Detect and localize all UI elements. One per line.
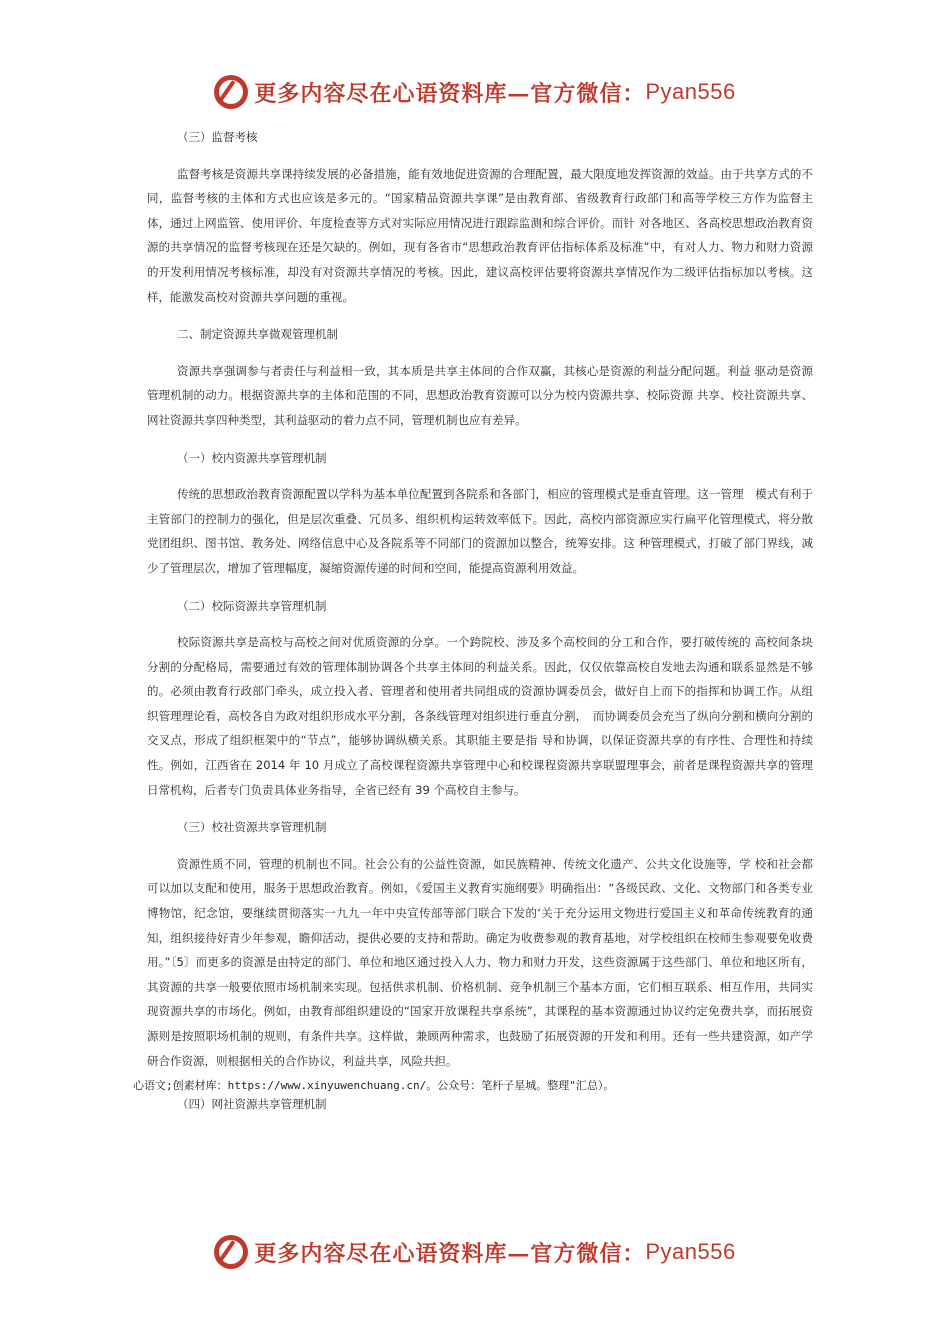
- banner-wechat-id: Pyan556: [645, 1239, 736, 1264]
- banner-wechat-id: Pyan556: [645, 79, 736, 104]
- section-heading: （二）校际资源共享管理机制: [177, 598, 327, 613]
- section-heading: （三）监督考核: [177, 130, 258, 144]
- watermark-banner-bottom: [0, 1230, 950, 1274]
- section-heading: （一）校内资源共享管理机制: [177, 450, 327, 465]
- document-body: [133, 125, 813, 1113]
- paragraph: 监督考核是资源共享课持续发展的必备措施，能有效地促进资源的合理配置，最大限度地发挥资源的效益。由于共享方式的不同，监督考核的主体和方式也应该是多元的。“国家精品资源共享课”是由教育部、省级教育行政部门和高等学校三方作为监督主体，通过上网监管、使用评价、年度检查等方式对实际应用情况进行跟踪监测和综合评价。而针 对各地区、各高校思想政治教育资源的共享情况的监督考核现在还是欠缺的。例如，现有各省市“思想政治教育评估指标体系及标准”中，有对人力、物力和财力资源的开发利用情况考核标准，却没有对资源共享情况的考核。因此，建议高校评估要将资源共享情况作为二级评估指标加以考核。这样，能激发高校对资源共享问题的重视。: [147, 166, 813, 304]
- section-heading: 二、制定资源共享微观管理机制: [177, 327, 338, 342]
- pen-logo-icon: [214, 1235, 248, 1269]
- banner-text: 更多内容尽在心语资料库—官方微信：: [254, 1240, 646, 1267]
- paragraph: 资源共享强调参与者责任与利益相一致，其本质是共享主体间的合作双赢，其核心是资源的利益分配问题。利益 驱动是资源管理机制的动力。根据资源共享的主体和范围的不同，思想政治教育资源可以分为校内资源共享、校际资源 共享、校社资源共享、网社资源共享四种类型，其利益驱动的着力点不同，管理机制也应有差异。: [147, 363, 813, 427]
- paragraph: 校际资源共享是高校与高校之间对优质资源的分享。一个跨院校、涉及多个高校间的分工和合作，要打破传统的 高校间条块分割的分配格局，需要通过有效的管理体制协调各个共享主体间的利益关系。因此，仅仅依靠高校自发地去沟通和联系显然是不够的。必须由教育行政部门牵头，成立投入者、管理者和使用者共同组成的资源协调委员会，做好自上而下的指挥和协调工作。从组织管理理论看，高校各自为政对组织形成水平分割，各条线管理对组织进行垂直分割， 而协调委员会充当了纵向分割和横向分割的交叉点，形成了组织框架中的“节点”，能够协调纵横关系。其职能主要是指 导和协调，以保证资源共享的有序性、合理性和持续性。例如，江西省在 2014 年 10 月成立了高校课程资源共享管理中心和校课程资源共享联盟理事会，前者是课程资源共享的管理日常机构，后者专门负责具体业务指导，全省已经有 39 个高校自主参与。: [147, 635, 813, 797]
- pen-logo-icon: [214, 75, 248, 109]
- paragraph: 传统的思想政治教育资源配置以学科为基本单位配置到各院系和各部门，相应的管理模式是垂直管理。这一管理 模式有利于主管部门的控制力的强化，但是层次重叠、冗员多、组织机构运转效率低下。因此，高校内部资源应实行扁平化管理模式，将分散党团组织、图书馆、教务处、网络信息中心及各院系等不同部门的资源加以整合，统筹安排。这 种管理模式，打破了部门界线，减少了管理层次，增加了管理幅度，凝缩资源传递的时间和空间，能提高资源利用效益。: [147, 487, 813, 575]
- banner-text: 更多内容尽在心语资料库—官方微信：: [254, 80, 646, 107]
- source-note: 心语文;创素材库：https://www.xinyuwenchuang.cn/。公众号：笔杆子星城。整理"汇总）。: [133, 1079, 615, 1093]
- section-heading: （三）校社资源共享管理机制: [177, 820, 327, 835]
- watermark-banner-top: [0, 70, 950, 114]
- paragraph: 资源性质不同，管理的机制也不同。社会公有的公益性资源，如民族精神、传统文化遗产、公共文化设施等，学 校和社会都可以加以支配和使用，服务于思想政治教育。例如，《爱国主义教育实施纲要》明确指出：“各级民政、文化、文物部门和各类专业博物馆，纪念馆，要继续贯彻落实一九九一年中央宣传部等部门联合下发的‘关于充分运用文物进行爱国主义和革命传统教育的通知，组织接待好青少年参观，瞻仰活动，提供必要的支持和帮助。确定为收费参观的教育基地，对学校组织在校师生参观要免收费用。”〔5〕而更多的资源是由特定的部门、单位和地区通过投入人力、物力和财力开发，这些资源属于这些部门、单位和地区所有，其资源的共享一般要依照市场机制来实现。包括供求机制、价格机制、竞争机制三个基本方面，它们相互联系、相互作用，共同实现资源共享的市场化。例如，由教育部组织建设的“国家开放课程共享系统”，其课程的基本资源通过协议约定免费共享，而拓展资源则是按照职场机制的规则，有条件共享。这样做，兼顾两种需求，也鼓励了拓展资源的开发和利用。还有一些共建资源，如产学研合作资源，则根据相关的合作协议，利益共享，风险共担。: [147, 856, 813, 1068]
- section-heading: （四）网社资源共享管理机制: [177, 1097, 327, 1112]
